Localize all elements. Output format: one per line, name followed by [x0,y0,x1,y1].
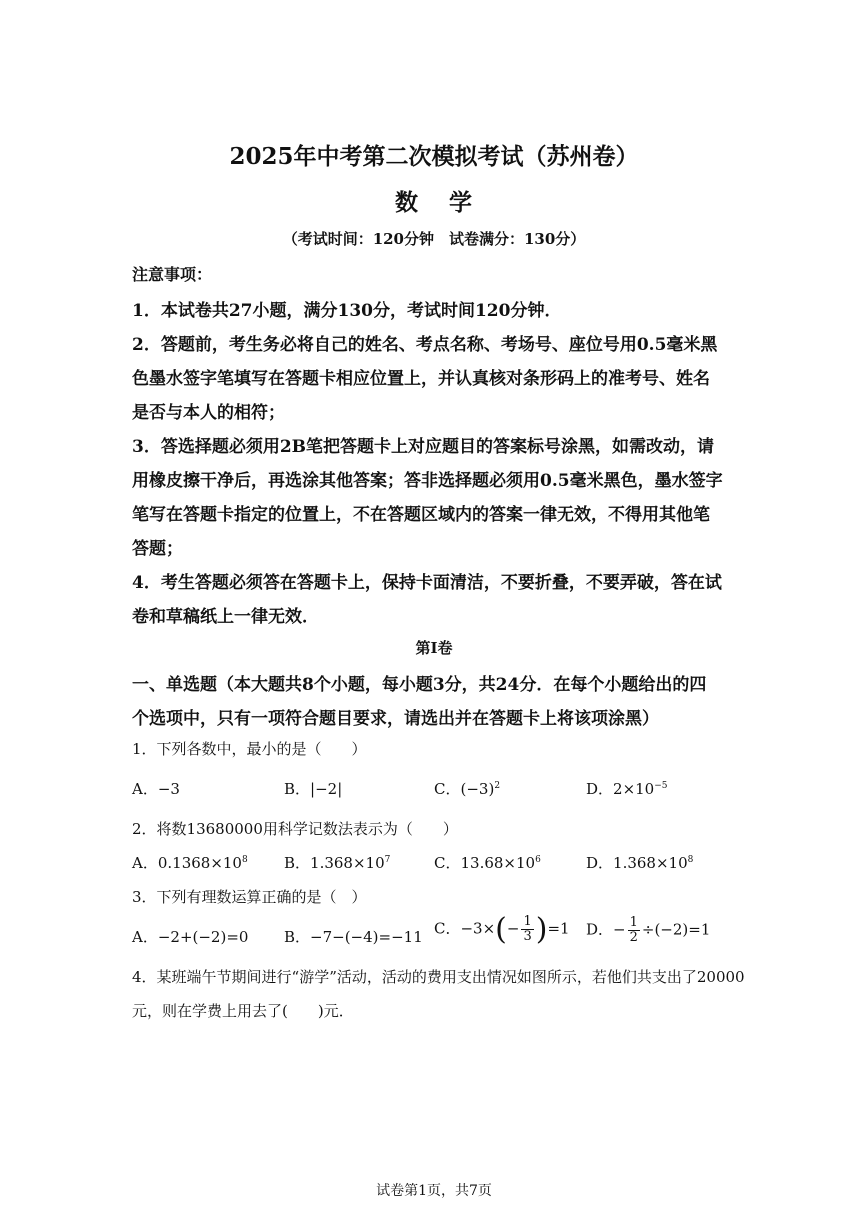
option-expr-tail: =1 [547,919,570,938]
numerator: 1 [523,914,532,929]
exponent: 7 [384,855,391,865]
exponent: 6 [535,855,541,865]
option-expr: B．1.368×10 [284,854,385,872]
fraction [628,916,640,945]
question-2-stem: 2．将数13680000用科学记数法表示为（ ） [132,820,458,838]
question-3-stem: 3．下列有理数运算正确的是（ ） [132,888,367,906]
question-1-option-d [586,778,668,799]
notice-line: 笔写在答题卡指定的位置上，不在答题区域内的答案一律无效，不得用其他笔 [132,505,710,525]
option-label: D． [586,920,614,939]
question-1-option-c [434,778,500,799]
option-expr: (−3) [460,780,495,798]
option-expr: A．0.1368×10 [132,854,242,872]
question-2-option-b [284,852,390,873]
question-3-option-a: A．−2+(−2)=0 [132,928,249,946]
option-expr: 2×10 [613,780,655,798]
exponent: 8 [241,855,248,865]
question-3-option-b: B．−7−(−4)=−11 [284,928,423,946]
option-expr: C．13.68×10 [434,854,536,872]
numerator: 1 [629,915,638,930]
notice-heading: 注意事项： [132,265,213,284]
denominator: 3 [523,929,532,944]
notice-line: 3．答选择题必须用2B笔把答题卡上对应题目的答案标号涂黑，如需改动，请 [132,437,715,457]
sign: − [506,919,520,938]
notice-line: 4．考生答题必须答在答题卡上，保持卡面清洁，不要折叠，不要弄破，答在试 [132,573,722,593]
subject-char-2: 学 [449,189,473,216]
question-2-option-c [434,852,541,873]
notice-line: 答题； [132,539,183,559]
exponent: −5 [654,781,668,791]
volume-label: 第I卷 [415,639,453,657]
page-footer: 试卷第1页，共7页 [376,1183,492,1199]
notice-line: 2．答题前，考生务必将自己的姓名、考点名称、考场号、座位号用0.5毫米黑 [132,335,718,355]
right-paren: ) [535,912,548,947]
exponent: 8 [687,855,694,865]
question-4-line: 元，则在学费上用去了( )元． [132,1002,354,1020]
question-1-stem: 1．下列各数中，最小的是（ ） [132,740,367,758]
subject-title [0,184,868,217]
question-2-option-d [586,852,693,873]
option-expr-tail: ÷(−2)=1 [641,920,711,939]
option-expr: −3× [460,919,496,938]
question-3-option-c [434,912,570,947]
option-label: C． [434,780,461,798]
question-3-option-d [586,916,710,945]
denominator: 2 [629,930,638,945]
exam-title: 2025年中考第二次模拟考试（苏州卷） [229,143,639,170]
fraction [521,915,533,944]
option-label: B． [284,780,311,798]
notice-line: 卷和草稿纸上一律无效． [132,607,319,627]
notice-line: 1．本试卷共27小题，满分130分，考试时间120分钟． [132,301,562,321]
question-1-option-b [284,778,342,799]
option-expr: D．1.368×10 [586,854,688,872]
option-label: C． [434,919,461,938]
option-label: D． [586,780,614,798]
notice-line: 用橡皮擦干净后，再选涂其他答案；答非选择题必须用0.5毫米黑色，墨水签字 [132,471,723,491]
exponent: 2 [494,781,501,791]
question-4-line: 4．某班端午节期间进行“游学”活动，活动的费用支出情况如图所示，若他们共支出了20000 [132,968,745,986]
section-heading: 个选项中，只有一项符合题目要求，请选出并在答题卡上将该项涂黑） [132,709,659,729]
notice-line: 色墨水签字笔填写在答题卡相应位置上，并认真核对条形码上的准考号、姓名 [132,369,710,389]
notice-line: 是否与本人的相符； [132,403,285,423]
question-2-option-a [132,852,248,873]
question-1-option-a: A．−3 [132,780,180,798]
left-paren: ( [495,912,507,947]
subject-char-1: 数 [395,189,419,216]
option-expr: − [613,920,626,939]
section-heading: 一、单选题（本大题共8个小题，每小题3分，共24分．在每个小题给出的四 [132,675,707,695]
exam-info: （考试时间：120分钟 试卷满分：130分） [282,230,586,248]
option-expr: |−2| [310,780,343,798]
